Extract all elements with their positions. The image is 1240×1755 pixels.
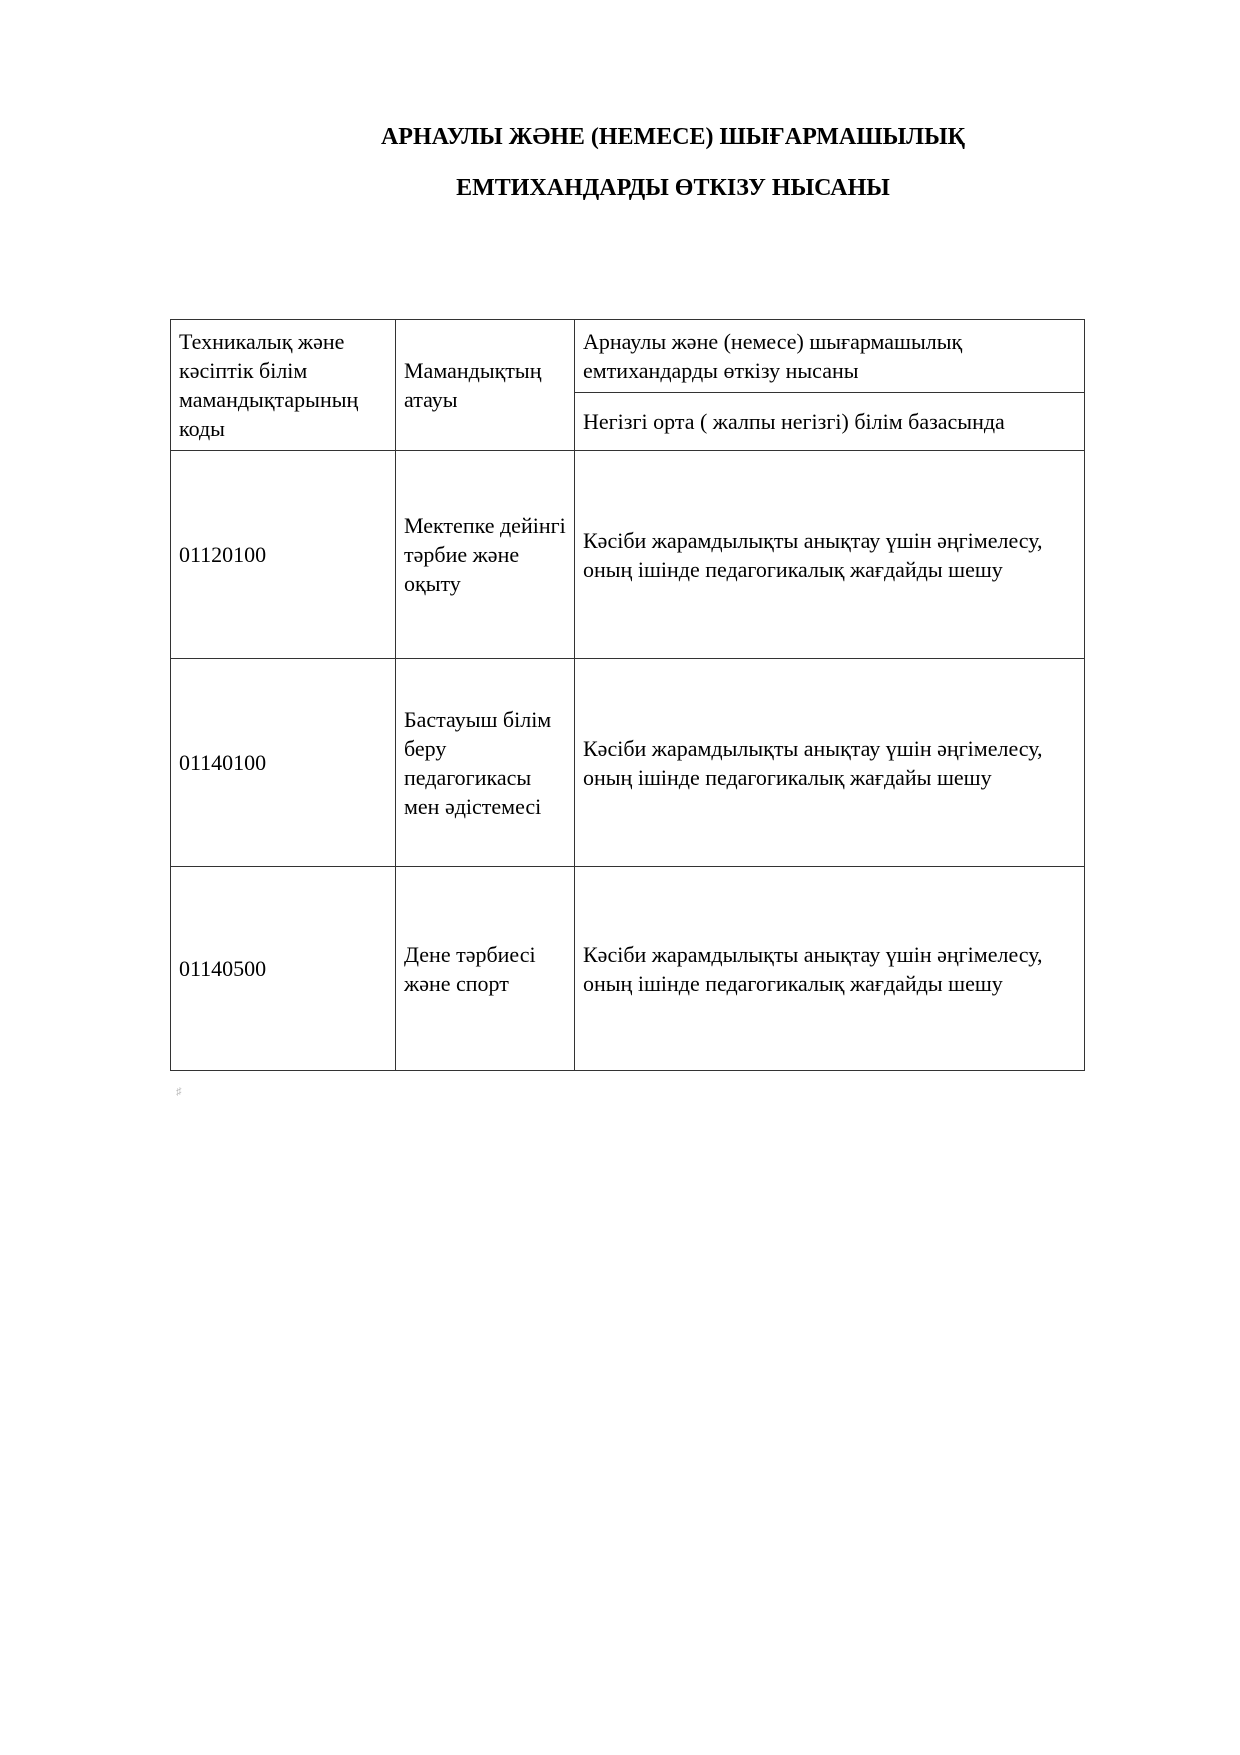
- cell-form: Кәсіби жарамдылықты анықтау үшін әңгімелесу, оның ішінде педагогикалық жағдайы шешу: [575, 659, 1085, 867]
- document-title-line-2: ЕМТИХАНДАРДЫ ӨТКІЗУ НЫСАНЫ: [456, 175, 890, 201]
- table-row: [171, 451, 1085, 659]
- cell-form: Кәсіби жарамдылықты анықтау үшін әңгімелесу, оның ішінде педагогикалық жағдайды шешу: [575, 451, 1085, 659]
- cell-name: Бастауыш білім беру педагогикасы мен әдістемесі: [396, 659, 575, 867]
- table-row: [171, 659, 1085, 867]
- cell-name: Мектепке дейінгі тәрбие және оқыту: [396, 451, 575, 659]
- header-exam-form: Арнаулы және (немесе) шығармашылық емтихандарды өткізу нысаны: [575, 320, 1085, 393]
- exam-forms-table: [170, 319, 1085, 1071]
- cell-code: 01140500: [171, 867, 396, 1071]
- cell-name: Дене тәрбиесі және спорт: [396, 867, 575, 1071]
- faint-mark-icon: ♯: [176, 1086, 182, 1098]
- cell-code: 01140100: [171, 659, 396, 867]
- table-row: [171, 867, 1085, 1071]
- header-code: Техникалық және кәсіптік білім мамандықтарының коды: [171, 320, 396, 451]
- header-base: Негізгі орта ( жалпы негізгі) білім базасында: [575, 393, 1085, 451]
- document-title-line-1: АРНАУЛЫ ЖӘНЕ (НЕМЕСЕ) ШЫҒАРМАШЫЛЫҚ: [380, 124, 966, 150]
- header-name: Мамандықтың атауы: [396, 320, 575, 451]
- cell-form: Кәсіби жарамдылықты анықтау үшін әңгімелесу, оның ішінде педагогикалық жағдайды шешу: [575, 867, 1085, 1071]
- cell-code: 01120100: [171, 451, 396, 659]
- table-header-row: [171, 320, 1085, 393]
